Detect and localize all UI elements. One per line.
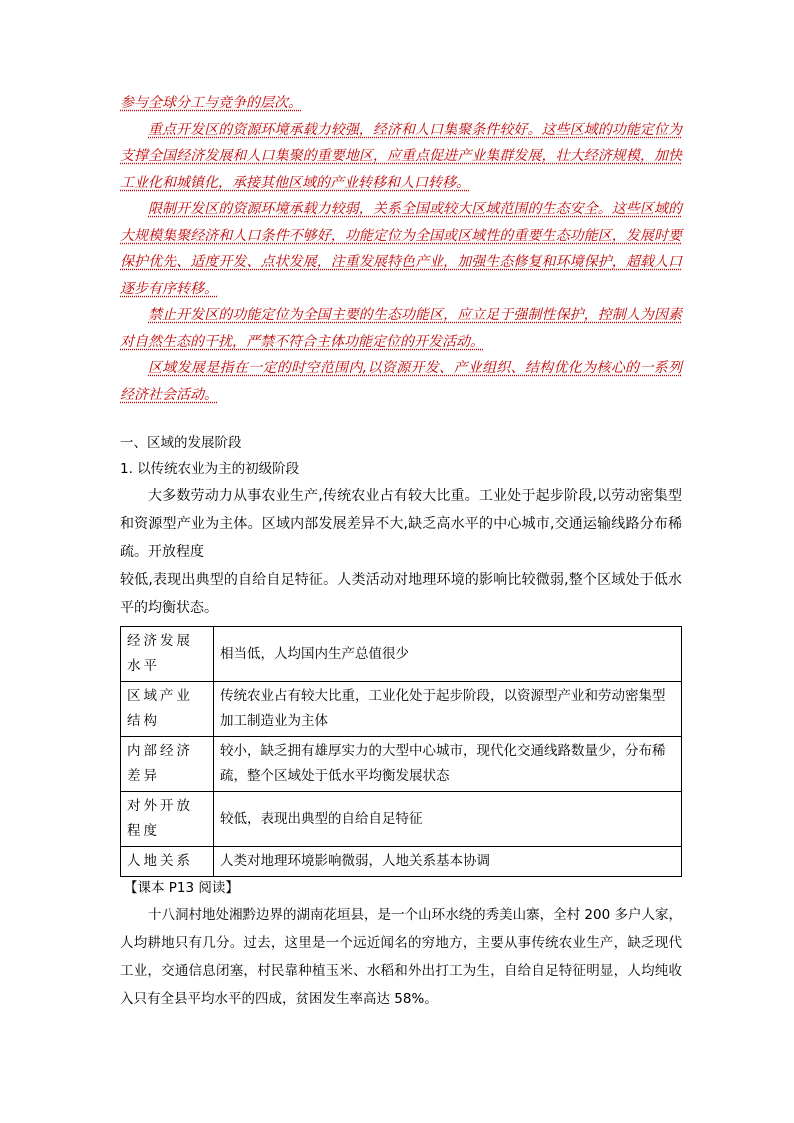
table-row bbox=[121, 847, 682, 877]
red-paragraph-continuation: 参与全球分工与竞争的层次。 bbox=[120, 95, 302, 111]
table-value-cell: 较小，缺乏拥有雄厚实力的大型中心城市，现代化交通线路数量少，分布稀疏，整个区域处于低水平均衡发展状态 bbox=[214, 737, 682, 792]
red-paragraph-prohibited-development-zone: 禁止开发区的功能定位为全国主要的生态功能区，应立足于强制性保护，控制人为因素对自然生态的干扰，严禁不符合主体功能定位的开发活动。 bbox=[120, 307, 682, 350]
table-value-cell: 人类对地理环境影响微弱，人地关系基本协调 bbox=[214, 847, 682, 877]
table-row bbox=[121, 627, 682, 682]
table-key-cell: 区域产业结构 bbox=[121, 682, 214, 737]
section-heading: 一、区域的发展阶段 bbox=[120, 435, 242, 451]
red-paragraph-regional-development-definition: 区域发展是指在一定的时空范围内,以资源开发、产业组织、结构优化为核心的一系列经济社会活动。 bbox=[120, 360, 682, 403]
body-paragraph-2: 较低,表现出典型的自给自足特征。人类活动对地理环境的影响比较微弱,整个区域处于低水平的均衡状态。 bbox=[120, 572, 682, 616]
table-row bbox=[121, 682, 682, 737]
table-value-cell: 相当低，人均国内生产总值很少 bbox=[214, 627, 682, 682]
table-key-cell: 内部经济差异 bbox=[121, 737, 214, 792]
table-key-cell: 对外开放程度 bbox=[121, 792, 214, 847]
table-row bbox=[121, 792, 682, 847]
reading-paragraph: 十八洞村地处湘黔边界的湖南花垣县，是一个山环水绕的秀美山寨，全村 200 多户人家，人均耕地只有几分。过去，这里是一个远近闻名的穷地方，主要从事传统农业生产，缺乏现代工业，交通信息闭塞，村民靠种植玉米、水稻和外出打工为生，自给自足特征明显，人均纯收入只有全县平均水平的四成，贫困发生率高达 58%。 bbox=[120, 907, 682, 1007]
table-value-cell: 较低，表现出典型的自给自足特征 bbox=[214, 792, 682, 847]
document-page bbox=[120, 90, 682, 1013]
table-row bbox=[121, 737, 682, 792]
table-key-cell: 经济发展水平 bbox=[121, 627, 214, 682]
section-spacer bbox=[120, 408, 682, 430]
body-paragraph-1: 大多数劳动力从事农业生产,传统农业占有较大比重。工业处于起步阶段,以劳动密集型和资源型产业为主体。区域内部发展差异不大,缺乏高水平的中心城市,交通运输线路分布稀疏。开放程度 bbox=[120, 488, 682, 560]
red-paragraph-restricted-development-zone: 限制开发区的资源环境承载力较弱，关系全国或较大区域范围的生态安全。这些区域的大规模集聚经济和人口条件不够好，功能定位为全国或区域性的重要生态功能区，发展时要保护优先、适度开发、点状发展，注重发展特色产业，加强生态修复和环境保护，超载人口逐步有序转移。 bbox=[120, 201, 682, 297]
reading-title: 【课本 P13 阅读】 bbox=[124, 880, 239, 896]
red-paragraph-key-development-zone: 重点开发区的资源环境承载力较强，经济和人口集聚条件较好。这些区域的功能定位为支撑全国经济发展和人口集聚的重要地区，应重点促进产业集群发展，壮大经济规模，加快工业化和城镇化，承接其他区域的产业转移和人口转移。 bbox=[120, 121, 682, 191]
table-key-cell: 人地关系 bbox=[121, 847, 214, 877]
sub-heading: 1. 以传统农业为主的初级阶段 bbox=[120, 461, 300, 477]
table-value-cell: 传统农业占有较大比重，工业化处于起步阶段，以资源型产业和劳动密集型加工制造业为主体 bbox=[214, 682, 682, 737]
stage-characteristics-table bbox=[120, 626, 682, 877]
